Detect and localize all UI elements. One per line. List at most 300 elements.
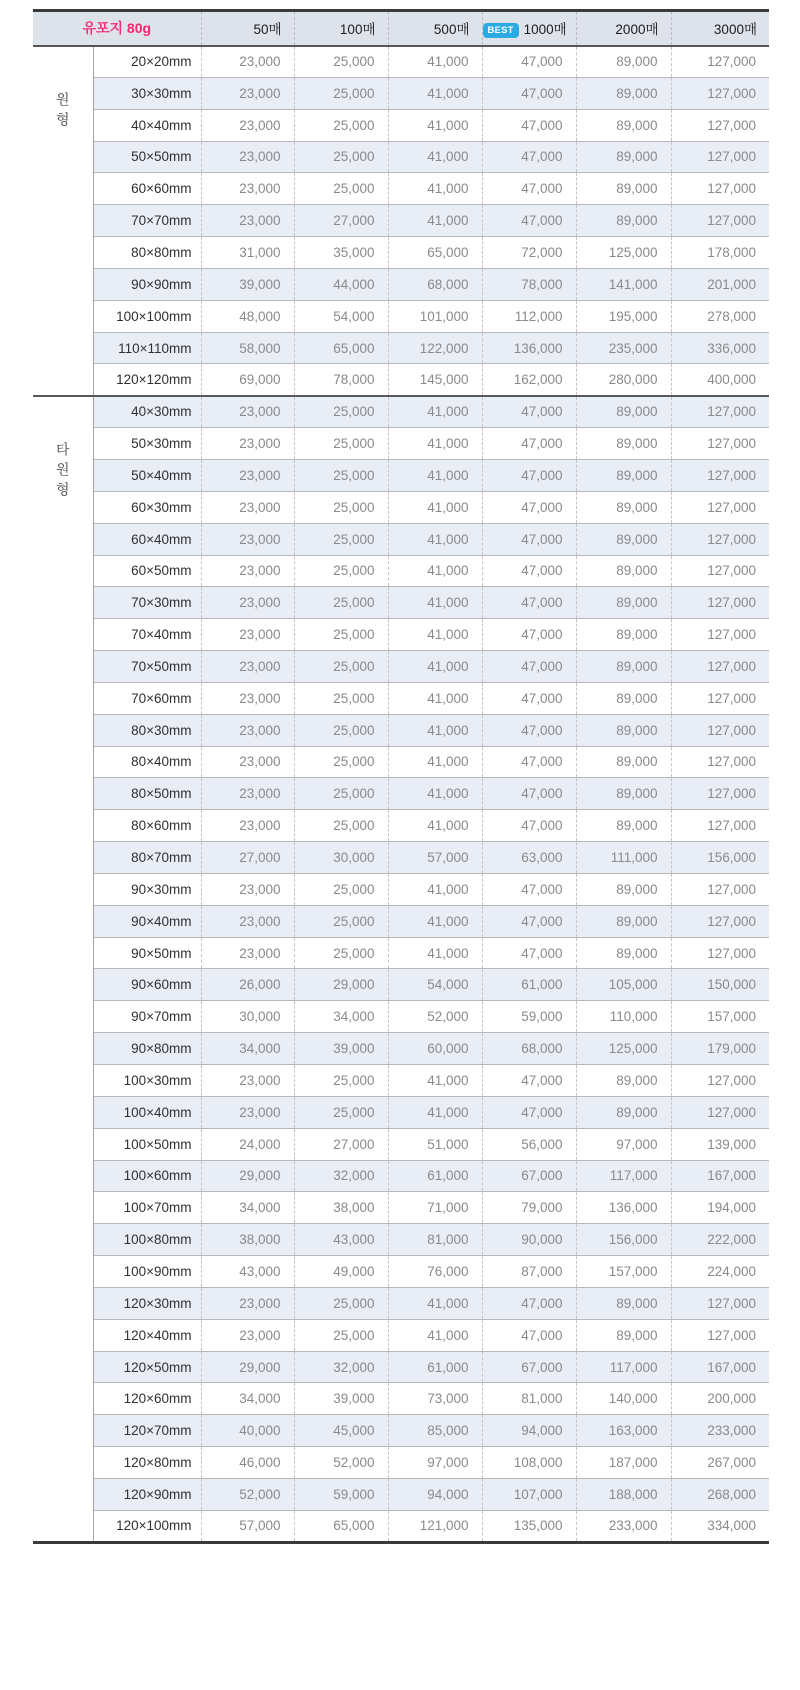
price-cell: 41,000 bbox=[388, 491, 482, 523]
price-cell: 23,000 bbox=[201, 205, 294, 237]
shape-group-cell bbox=[33, 46, 93, 396]
price-cell: 400,000 bbox=[671, 364, 769, 396]
price-cell: 127,000 bbox=[671, 587, 769, 619]
price-cell: 89,000 bbox=[576, 46, 671, 78]
price-cell: 47,000 bbox=[482, 1287, 576, 1319]
size-cell: 100×70mm bbox=[93, 1192, 201, 1224]
price-cell: 47,000 bbox=[482, 1065, 576, 1097]
price-cell: 67,000 bbox=[482, 1351, 576, 1383]
price-cell: 136,000 bbox=[482, 332, 576, 364]
price-cell: 23,000 bbox=[201, 651, 294, 683]
price-cell: 61,000 bbox=[482, 969, 576, 1001]
price-cell: 89,000 bbox=[576, 778, 671, 810]
size-cell: 120×70mm bbox=[93, 1415, 201, 1447]
price-cell: 57,000 bbox=[201, 1510, 294, 1542]
price-cell: 89,000 bbox=[576, 523, 671, 555]
price-cell: 25,000 bbox=[294, 428, 388, 460]
price-cell: 233,000 bbox=[671, 1415, 769, 1447]
price-cell: 89,000 bbox=[576, 619, 671, 651]
size-cell: 100×40mm bbox=[93, 1096, 201, 1128]
price-cell: 141,000 bbox=[576, 268, 671, 300]
price-cell: 89,000 bbox=[576, 810, 671, 842]
size-cell: 120×30mm bbox=[93, 1287, 201, 1319]
price-cell: 26,000 bbox=[201, 969, 294, 1001]
price-cell: 38,000 bbox=[294, 1192, 388, 1224]
size-cell: 100×30mm bbox=[93, 1065, 201, 1097]
price-cell: 47,000 bbox=[482, 173, 576, 205]
price-cell: 127,000 bbox=[671, 651, 769, 683]
price-cell: 41,000 bbox=[388, 873, 482, 905]
price-cell: 47,000 bbox=[482, 587, 576, 619]
price-cell: 23,000 bbox=[201, 873, 294, 905]
price-cell: 41,000 bbox=[388, 1065, 482, 1097]
price-cell: 25,000 bbox=[294, 1287, 388, 1319]
price-cell: 89,000 bbox=[576, 1287, 671, 1319]
price-cell: 188,000 bbox=[576, 1478, 671, 1510]
price-cell: 72,000 bbox=[482, 237, 576, 269]
price-cell: 25,000 bbox=[294, 141, 388, 173]
price-cell: 23,000 bbox=[201, 714, 294, 746]
price-cell: 81,000 bbox=[482, 1383, 576, 1415]
price-cell: 47,000 bbox=[482, 459, 576, 491]
price-cell: 25,000 bbox=[294, 873, 388, 905]
price-cell: 58,000 bbox=[201, 332, 294, 364]
price-cell: 52,000 bbox=[201, 1478, 294, 1510]
price-cell: 97,000 bbox=[388, 1447, 482, 1479]
price-cell: 87,000 bbox=[482, 1256, 576, 1288]
price-cell: 49,000 bbox=[294, 1256, 388, 1288]
table-row bbox=[33, 746, 769, 778]
table-row bbox=[33, 651, 769, 683]
price-cell: 145,000 bbox=[388, 364, 482, 396]
price-cell: 89,000 bbox=[576, 173, 671, 205]
table-row bbox=[33, 1383, 769, 1415]
table-row bbox=[33, 1319, 769, 1351]
table-row bbox=[33, 555, 769, 587]
price-cell: 47,000 bbox=[482, 937, 576, 969]
price-cell: 29,000 bbox=[201, 1160, 294, 1192]
price-cell: 34,000 bbox=[294, 1001, 388, 1033]
price-cell: 89,000 bbox=[576, 491, 671, 523]
size-cell: 50×50mm bbox=[93, 141, 201, 173]
table-row bbox=[33, 619, 769, 651]
price-cell: 89,000 bbox=[576, 682, 671, 714]
price-cell: 41,000 bbox=[388, 555, 482, 587]
price-cell: 157,000 bbox=[671, 1001, 769, 1033]
price-cell: 122,000 bbox=[388, 332, 482, 364]
price-cell: 23,000 bbox=[201, 937, 294, 969]
price-cell: 23,000 bbox=[201, 173, 294, 205]
size-cell: 80×60mm bbox=[93, 810, 201, 842]
size-cell: 120×50mm bbox=[93, 1351, 201, 1383]
price-cell: 156,000 bbox=[671, 842, 769, 874]
price-cell: 167,000 bbox=[671, 1351, 769, 1383]
table-row bbox=[33, 268, 769, 300]
size-cell: 100×50mm bbox=[93, 1128, 201, 1160]
price-cell: 38,000 bbox=[201, 1224, 294, 1256]
size-cell: 120×40mm bbox=[93, 1319, 201, 1351]
quantity-column-header: 3000매 bbox=[671, 11, 769, 46]
price-cell: 23,000 bbox=[201, 555, 294, 587]
price-cell: 25,000 bbox=[294, 555, 388, 587]
price-cell: 41,000 bbox=[388, 682, 482, 714]
price-cell: 63,000 bbox=[482, 842, 576, 874]
price-cell: 25,000 bbox=[294, 905, 388, 937]
price-cell: 23,000 bbox=[201, 1287, 294, 1319]
table-row bbox=[33, 141, 769, 173]
price-cell: 127,000 bbox=[671, 77, 769, 109]
size-cell: 60×30mm bbox=[93, 491, 201, 523]
price-cell: 34,000 bbox=[201, 1192, 294, 1224]
price-cell: 47,000 bbox=[482, 746, 576, 778]
price-cell: 89,000 bbox=[576, 714, 671, 746]
size-cell: 90×90mm bbox=[93, 268, 201, 300]
price-cell: 30,000 bbox=[294, 842, 388, 874]
quantity-column-header: 2000매 bbox=[576, 11, 671, 46]
price-cell: 150,000 bbox=[671, 969, 769, 1001]
price-cell: 65,000 bbox=[388, 237, 482, 269]
price-cell: 89,000 bbox=[576, 905, 671, 937]
price-cell: 41,000 bbox=[388, 714, 482, 746]
table-row bbox=[33, 300, 769, 332]
price-cell: 94,000 bbox=[482, 1415, 576, 1447]
price-cell: 23,000 bbox=[201, 77, 294, 109]
size-cell: 70×60mm bbox=[93, 682, 201, 714]
price-cell: 127,000 bbox=[671, 555, 769, 587]
price-cell: 41,000 bbox=[388, 109, 482, 141]
price-cell: 89,000 bbox=[576, 873, 671, 905]
price-cell: 41,000 bbox=[388, 459, 482, 491]
size-cell: 100×90mm bbox=[93, 1256, 201, 1288]
price-cell: 25,000 bbox=[294, 651, 388, 683]
table-row bbox=[33, 682, 769, 714]
price-cell: 89,000 bbox=[576, 396, 671, 428]
table-row bbox=[33, 491, 769, 523]
price-cell: 23,000 bbox=[201, 396, 294, 428]
price-cell: 47,000 bbox=[482, 714, 576, 746]
price-cell: 127,000 bbox=[671, 619, 769, 651]
price-cell: 89,000 bbox=[576, 141, 671, 173]
table-row bbox=[33, 810, 769, 842]
price-cell: 27,000 bbox=[294, 1128, 388, 1160]
table-row bbox=[33, 969, 769, 1001]
table-row bbox=[33, 587, 769, 619]
price-cell: 25,000 bbox=[294, 619, 388, 651]
price-cell: 23,000 bbox=[201, 1096, 294, 1128]
price-cell: 46,000 bbox=[201, 1447, 294, 1479]
price-cell: 156,000 bbox=[576, 1224, 671, 1256]
price-cell: 23,000 bbox=[201, 1065, 294, 1097]
size-cell: 60×60mm bbox=[93, 173, 201, 205]
price-cell: 85,000 bbox=[388, 1415, 482, 1447]
table-row bbox=[33, 396, 769, 428]
price-cell: 41,000 bbox=[388, 1319, 482, 1351]
price-cell: 178,000 bbox=[671, 237, 769, 269]
table-row bbox=[33, 1096, 769, 1128]
size-cell: 80×80mm bbox=[93, 237, 201, 269]
price-cell: 105,000 bbox=[576, 969, 671, 1001]
price-cell: 23,000 bbox=[201, 491, 294, 523]
price-cell: 195,000 bbox=[576, 300, 671, 332]
size-cell: 110×110mm bbox=[93, 332, 201, 364]
price-cell: 127,000 bbox=[671, 46, 769, 78]
price-cell: 121,000 bbox=[388, 1510, 482, 1542]
price-cell: 79,000 bbox=[482, 1192, 576, 1224]
price-cell: 107,000 bbox=[482, 1478, 576, 1510]
size-cell: 90×50mm bbox=[93, 937, 201, 969]
price-cell: 127,000 bbox=[671, 905, 769, 937]
size-cell: 20×20mm bbox=[93, 46, 201, 78]
price-cell: 25,000 bbox=[294, 109, 388, 141]
price-cell: 23,000 bbox=[201, 619, 294, 651]
price-cell: 43,000 bbox=[201, 1256, 294, 1288]
price-cell: 127,000 bbox=[671, 109, 769, 141]
header-row bbox=[33, 11, 769, 46]
size-cell: 50×30mm bbox=[93, 428, 201, 460]
price-cell: 23,000 bbox=[201, 746, 294, 778]
table-row bbox=[33, 1160, 769, 1192]
table-row bbox=[33, 1224, 769, 1256]
price-cell: 89,000 bbox=[576, 428, 671, 460]
price-cell: 127,000 bbox=[671, 1287, 769, 1319]
price-cell: 89,000 bbox=[576, 1096, 671, 1128]
price-cell: 167,000 bbox=[671, 1160, 769, 1192]
price-cell: 25,000 bbox=[294, 77, 388, 109]
price-cell: 25,000 bbox=[294, 396, 388, 428]
price-cell: 47,000 bbox=[482, 905, 576, 937]
size-cell: 90×80mm bbox=[93, 1033, 201, 1065]
price-cell: 112,000 bbox=[482, 300, 576, 332]
size-cell: 90×60mm bbox=[93, 969, 201, 1001]
price-cell: 47,000 bbox=[482, 810, 576, 842]
price-cell: 69,000 bbox=[201, 364, 294, 396]
size-cell: 40×40mm bbox=[93, 109, 201, 141]
price-cell: 179,000 bbox=[671, 1033, 769, 1065]
price-cell: 41,000 bbox=[388, 141, 482, 173]
price-cell: 267,000 bbox=[671, 1447, 769, 1479]
price-cell: 47,000 bbox=[482, 619, 576, 651]
price-cell: 35,000 bbox=[294, 237, 388, 269]
price-cell: 235,000 bbox=[576, 332, 671, 364]
price-cell: 25,000 bbox=[294, 523, 388, 555]
size-cell: 40×30mm bbox=[93, 396, 201, 428]
price-cell: 135,000 bbox=[482, 1510, 576, 1542]
size-cell: 70×70mm bbox=[93, 205, 201, 237]
price-cell: 54,000 bbox=[294, 300, 388, 332]
price-cell: 47,000 bbox=[482, 205, 576, 237]
price-cell: 31,000 bbox=[201, 237, 294, 269]
price-cell: 41,000 bbox=[388, 619, 482, 651]
price-cell: 268,000 bbox=[671, 1478, 769, 1510]
price-cell: 280,000 bbox=[576, 364, 671, 396]
price-cell: 41,000 bbox=[388, 905, 482, 937]
size-cell: 120×120mm bbox=[93, 364, 201, 396]
price-cell: 194,000 bbox=[671, 1192, 769, 1224]
price-cell: 47,000 bbox=[482, 651, 576, 683]
price-cell: 56,000 bbox=[482, 1128, 576, 1160]
price-cell: 127,000 bbox=[671, 778, 769, 810]
price-cell: 200,000 bbox=[671, 1383, 769, 1415]
price-cell: 47,000 bbox=[482, 141, 576, 173]
price-cell: 89,000 bbox=[576, 555, 671, 587]
price-cell: 23,000 bbox=[201, 109, 294, 141]
table-row bbox=[33, 1256, 769, 1288]
price-cell: 97,000 bbox=[576, 1128, 671, 1160]
price-cell: 47,000 bbox=[482, 396, 576, 428]
price-cell: 60,000 bbox=[388, 1033, 482, 1065]
price-cell: 94,000 bbox=[388, 1478, 482, 1510]
price-cell: 136,000 bbox=[576, 1192, 671, 1224]
price-cell: 90,000 bbox=[482, 1224, 576, 1256]
price-cell: 51,000 bbox=[388, 1128, 482, 1160]
price-cell: 40,000 bbox=[201, 1415, 294, 1447]
price-cell: 65,000 bbox=[294, 332, 388, 364]
price-cell: 278,000 bbox=[671, 300, 769, 332]
table-row bbox=[33, 873, 769, 905]
price-cell: 41,000 bbox=[388, 523, 482, 555]
price-cell: 233,000 bbox=[576, 1510, 671, 1542]
table-row bbox=[33, 1128, 769, 1160]
price-cell: 23,000 bbox=[201, 141, 294, 173]
size-cell: 70×40mm bbox=[93, 619, 201, 651]
price-cell: 25,000 bbox=[294, 46, 388, 78]
table-row bbox=[33, 205, 769, 237]
table-row bbox=[33, 1447, 769, 1479]
price-cell: 61,000 bbox=[388, 1351, 482, 1383]
price-cell: 27,000 bbox=[294, 205, 388, 237]
price-cell: 127,000 bbox=[671, 1096, 769, 1128]
price-cell: 25,000 bbox=[294, 937, 388, 969]
price-cell: 157,000 bbox=[576, 1256, 671, 1288]
price-cell: 47,000 bbox=[482, 873, 576, 905]
table-row bbox=[33, 428, 769, 460]
table-row bbox=[33, 459, 769, 491]
price-cell: 47,000 bbox=[482, 1319, 576, 1351]
quantity-column-header: 50매 bbox=[201, 11, 294, 46]
price-cell: 127,000 bbox=[671, 1065, 769, 1097]
price-cell: 127,000 bbox=[671, 682, 769, 714]
price-cell: 89,000 bbox=[576, 937, 671, 969]
price-cell: 39,000 bbox=[201, 268, 294, 300]
quantity-column-header: BEST 1000매 bbox=[482, 11, 576, 46]
price-cell: 65,000 bbox=[294, 1510, 388, 1542]
price-cell: 23,000 bbox=[201, 587, 294, 619]
price-cell: 89,000 bbox=[576, 459, 671, 491]
price-cell: 47,000 bbox=[482, 428, 576, 460]
table-row bbox=[33, 778, 769, 810]
price-cell: 39,000 bbox=[294, 1383, 388, 1415]
size-cell: 120×80mm bbox=[93, 1447, 201, 1479]
paper-type-header bbox=[33, 11, 201, 46]
price-cell: 25,000 bbox=[294, 778, 388, 810]
size-cell: 100×60mm bbox=[93, 1160, 201, 1192]
price-cell: 61,000 bbox=[388, 1160, 482, 1192]
price-cell: 89,000 bbox=[576, 746, 671, 778]
price-cell: 163,000 bbox=[576, 1415, 671, 1447]
size-cell: 120×100mm bbox=[93, 1510, 201, 1542]
price-cell: 222,000 bbox=[671, 1224, 769, 1256]
shape-group-cell bbox=[33, 396, 93, 1542]
price-cell: 47,000 bbox=[482, 555, 576, 587]
table-row bbox=[33, 523, 769, 555]
price-cell: 127,000 bbox=[671, 873, 769, 905]
price-cell: 78,000 bbox=[294, 364, 388, 396]
price-cell: 25,000 bbox=[294, 459, 388, 491]
price-cell: 25,000 bbox=[294, 714, 388, 746]
price-cell: 140,000 bbox=[576, 1383, 671, 1415]
price-cell: 25,000 bbox=[294, 682, 388, 714]
price-cell: 89,000 bbox=[576, 651, 671, 683]
size-cell: 90×70mm bbox=[93, 1001, 201, 1033]
price-cell: 127,000 bbox=[671, 491, 769, 523]
price-cell: 334,000 bbox=[671, 1510, 769, 1542]
price-cell: 125,000 bbox=[576, 1033, 671, 1065]
price-cell: 127,000 bbox=[671, 937, 769, 969]
price-cell: 23,000 bbox=[201, 428, 294, 460]
price-cell: 127,000 bbox=[671, 810, 769, 842]
table-row bbox=[33, 1065, 769, 1097]
table-row bbox=[33, 109, 769, 141]
table-row bbox=[33, 364, 769, 396]
price-cell: 54,000 bbox=[388, 969, 482, 1001]
table-row bbox=[33, 173, 769, 205]
price-cell: 41,000 bbox=[388, 746, 482, 778]
price-cell: 41,000 bbox=[388, 778, 482, 810]
price-cell: 110,000 bbox=[576, 1001, 671, 1033]
paper-type-label: 유포지 80g bbox=[82, 20, 152, 37]
price-cell: 41,000 bbox=[388, 651, 482, 683]
price-cell: 47,000 bbox=[482, 77, 576, 109]
size-cell: 60×50mm bbox=[93, 555, 201, 587]
best-badge: BEST bbox=[483, 23, 519, 38]
price-cell: 73,000 bbox=[388, 1383, 482, 1415]
table-row bbox=[33, 1033, 769, 1065]
quantity-column-header: 500매 bbox=[388, 11, 482, 46]
price-cell: 89,000 bbox=[576, 1065, 671, 1097]
size-cell: 90×30mm bbox=[93, 873, 201, 905]
price-cell: 187,000 bbox=[576, 1447, 671, 1479]
price-cell: 127,000 bbox=[671, 746, 769, 778]
price-cell: 23,000 bbox=[201, 778, 294, 810]
price-cell: 23,000 bbox=[201, 46, 294, 78]
shape-group-label: 타원형 bbox=[54, 441, 71, 502]
size-cell: 60×40mm bbox=[93, 523, 201, 555]
size-cell: 100×100mm bbox=[93, 300, 201, 332]
price-cell: 41,000 bbox=[388, 937, 482, 969]
price-cell: 47,000 bbox=[482, 109, 576, 141]
price-cell: 125,000 bbox=[576, 237, 671, 269]
table-row bbox=[33, 842, 769, 874]
price-cell: 25,000 bbox=[294, 173, 388, 205]
size-cell: 80×30mm bbox=[93, 714, 201, 746]
size-cell: 80×50mm bbox=[93, 778, 201, 810]
price-cell: 47,000 bbox=[482, 1096, 576, 1128]
price-cell: 127,000 bbox=[671, 173, 769, 205]
price-cell: 23,000 bbox=[201, 523, 294, 555]
price-cell: 68,000 bbox=[482, 1033, 576, 1065]
price-cell: 68,000 bbox=[388, 268, 482, 300]
price-cell: 29,000 bbox=[294, 969, 388, 1001]
price-cell: 59,000 bbox=[482, 1001, 576, 1033]
price-cell: 47,000 bbox=[482, 682, 576, 714]
size-cell: 80×40mm bbox=[93, 746, 201, 778]
table-row bbox=[33, 714, 769, 746]
price-cell: 59,000 bbox=[294, 1478, 388, 1510]
price-cell: 23,000 bbox=[201, 459, 294, 491]
price-cell: 32,000 bbox=[294, 1351, 388, 1383]
price-cell: 336,000 bbox=[671, 332, 769, 364]
table-row bbox=[33, 332, 769, 364]
